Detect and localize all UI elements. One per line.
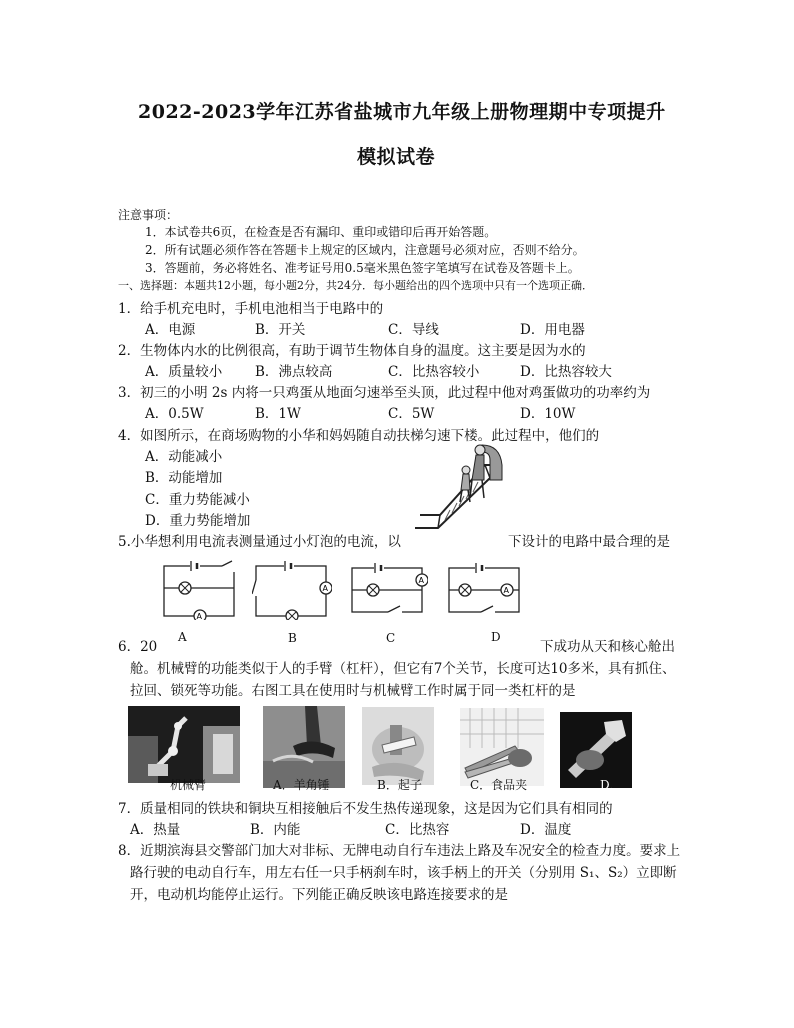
question-1-stem: 1．给手机充电时，手机电池相当于电路中的 (118, 301, 384, 317)
question-6-stem: 6．20 (118, 639, 158, 655)
option-c: C．5W (388, 406, 435, 422)
robotic-arm-photo (128, 706, 240, 783)
option-c: C．重力势能减小 (145, 492, 250, 508)
escalator-figure (410, 440, 505, 530)
question-6-stem-cont: 下成功从天和核心舱出 (540, 639, 675, 655)
question-8-stem: 8．近期滨海县交警部门加大对非标、无牌电动自行车违法上路及车况安全的检查力度。要求上 (118, 843, 681, 859)
question-7-stem: 7．质量相同的铁块和铜块互相接触后不发生热传递现象，这是因为它们具有相同的 (118, 801, 613, 817)
svg-text:A: A (418, 576, 424, 585)
option-a: A．0.5W (145, 406, 204, 422)
svg-text:A: A (322, 584, 328, 593)
circuit-a-figure (160, 558, 240, 620)
circuit-label-b: B (288, 631, 297, 645)
note-item: 3．答题前，务必将姓名、准考证号用0.5毫米黑色签字笔填写在试卷及答题卡上。 (145, 261, 580, 275)
svg-text:A: A (503, 586, 509, 595)
page-title: 2022-2023学年江苏省盐城市九年级上册物理期中专项提升 (138, 101, 666, 123)
caption-d: D． (600, 778, 622, 792)
circuit-label-c: C (386, 631, 396, 645)
question-5-stem: 5.小华想利用电流表测量通过小灯泡的电流，以 (118, 534, 401, 550)
option-c: C．比热容 (385, 822, 450, 838)
note-item: 2．所有试题必须作答在答题卡上规定的区域内，注意题号必须对应，否则不给分。 (145, 243, 585, 257)
option-b: B．开关 (255, 322, 306, 338)
question-2-stem: 2．生物体内水的比例很高，有助于调节生物体自身的温度。这主要是因为水的 (118, 343, 586, 359)
section-heading: 一、选择题：本题共12小题，每小题2分，共24分．每小题给出的四个选项中只有一个选项正确． (118, 279, 593, 292)
option-b: B．沸点较高 (255, 364, 333, 380)
page-subtitle: 模拟试卷 (357, 146, 436, 168)
circuit-label-d: D (491, 630, 501, 644)
option-c: C．导线 (388, 322, 439, 338)
option-a: A．热量 (130, 822, 181, 838)
option-a: A．质量较小 (145, 364, 223, 380)
option-b: B．1W (255, 406, 301, 422)
question-8-line: 开，电动机均能停止运行。下列能正确反映该电路连接要求的是 (130, 887, 508, 903)
circuit-c-figure (348, 562, 428, 620)
caption-c: C．食品夹 (470, 778, 528, 792)
option-d: D．温度 (520, 822, 572, 838)
circuit-d-figure (445, 562, 525, 620)
option-d: D．比热容较大 (520, 364, 612, 380)
question-6-line: 舱。机械臂的功能类似于人的手臂（杠杆），但它有7个关节，长度可达10多米，具有抓住、 (130, 661, 676, 677)
question-4-stem: 4．如图所示，在商场购物的小华和妈妈随自动扶梯匀速下楼。此过程中，他们的 (118, 428, 600, 444)
note-item: 1．本试卷共6页，在检查是否有漏印、重印或错印后再开始答题。 (145, 225, 497, 239)
notes-heading: 注意事项： (118, 208, 179, 222)
circuit-label-a: A (178, 630, 187, 644)
question-6-line: 拉回、锁死等功能。右图工具在使用时与机械臂工作时属于同一类杠杆的是 (130, 683, 576, 699)
option-a: A．动能减小 (145, 449, 223, 465)
question-5-stem-cont: 下设计的电路中最合理的是 (508, 534, 670, 550)
question-8-line: 路行驶的电动自行车，用左右任一只手柄刹车时，该手柄上的开关（分别用 S₁、S₂）立即断 (130, 865, 677, 881)
food-tongs-photo (460, 708, 544, 786)
option-d: D．10W (520, 406, 576, 422)
circuit-b-figure (252, 558, 332, 620)
caption-a: A．羊角锤 (273, 778, 330, 792)
option-b: B．内能 (250, 822, 301, 838)
option-b: B．动能增加 (145, 470, 223, 486)
option-c: C．比热容较小 (388, 364, 480, 380)
option-a: A．电源 (145, 322, 196, 338)
option-d: D．用电器 (520, 322, 585, 338)
svg-text:A: A (196, 612, 202, 620)
caption-robotic-arm: 机械臂 (170, 778, 207, 792)
question-3-stem: 3．初三的小明 2s 内将一只鸡蛋从地面匀速举至头顶，此过程中他对鸡蛋做功的功率约为 (118, 385, 651, 401)
bottle-opener-photo (362, 707, 434, 785)
caption-b: B．起子 (377, 778, 422, 792)
option-d: D．重力势能增加 (145, 513, 251, 529)
